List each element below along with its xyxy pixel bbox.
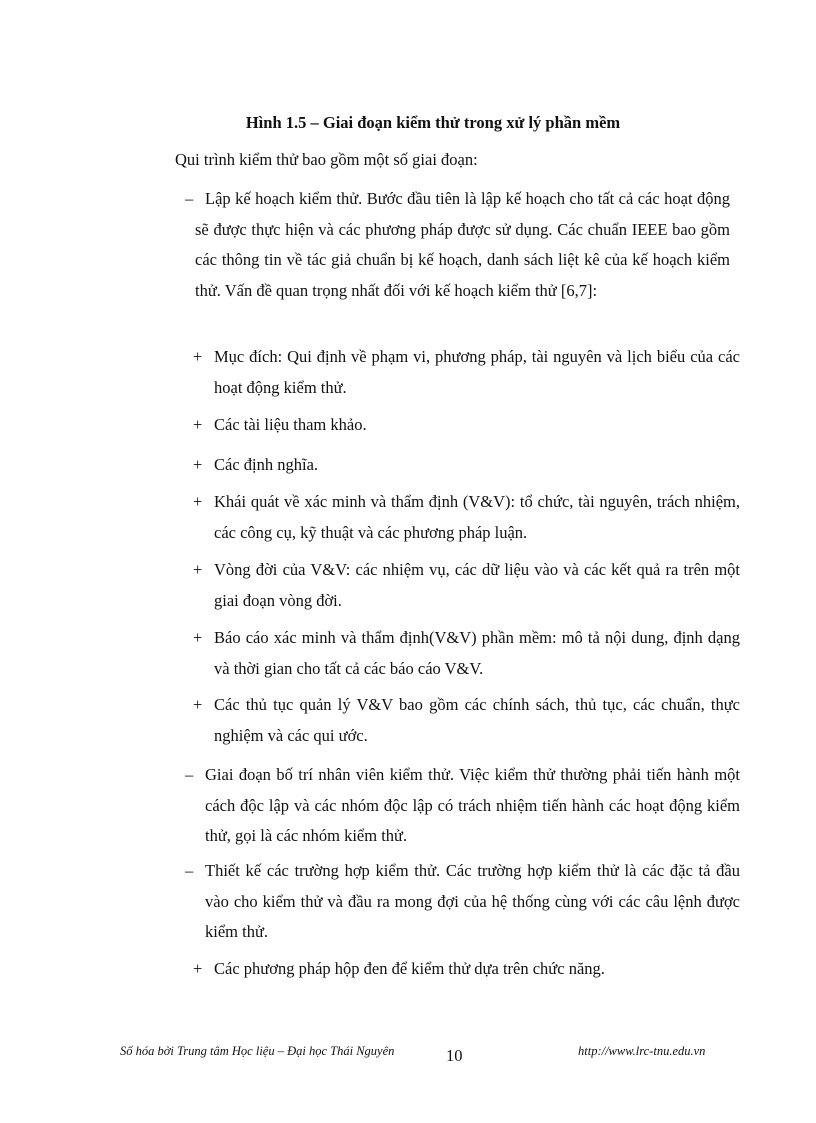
plus-bullet: + xyxy=(193,695,203,714)
list-item: Thiết kế các trường hợp kiểm thử. Các trường hợp kiểm thử là các đặc tả đầu vào cho kiểm thử và đầu ra mong đợi của hệ thống cùng với các câu lệnh được kiểm thử. xyxy=(205,861,740,941)
list-item: Báo cáo xác minh và thẩm định(V&V) phần mềm: mô tả nội dung, định dạng và thời gian cho tất cả các báo cáo V&V. xyxy=(214,628,740,678)
list-item: Các thủ tục quản lý V&V bao gồm các chính sách, thủ tục, các chuẩn, thực nghiệm và các qui ước. xyxy=(214,695,740,745)
intro-paragraph: Qui trình kiểm thử bao gồm một số giai đoạn: xyxy=(175,150,478,169)
list-item: Vòng đời của V&V: các nhiệm vụ, các dữ liệu vào và các kết quả ra trên một giai đoạn vòng đời. xyxy=(214,560,740,610)
plus-bullet: + xyxy=(193,415,203,434)
list-item: Khái quát về xác minh và thẩm định (V&V): tổ chức, tài nguyên, trách nhiệm, các công cụ, kỹ thuật và các phương pháp luận. xyxy=(214,492,740,542)
dash-bullet: – xyxy=(185,861,194,880)
plus-bullet: + xyxy=(193,959,203,978)
plus-bullet: + xyxy=(193,455,203,474)
page-number: 10 xyxy=(446,1046,463,1065)
plus-bullet: + xyxy=(193,560,203,579)
list-item: Các tài liệu tham khảo. xyxy=(214,415,367,434)
plus-bullet: + xyxy=(193,347,203,366)
list-item: Lập kế hoạch kiểm thử. Bước đầu tiên là lập kế hoạch cho tất cả các hoạt động sẽ được thực hiện và các phương pháp được sử dụng. Các chuẩn IEEE bao gồm các thông tin về tác giả chuẩn bị kế hoạch, danh sách liệt kê của kế hoạch kiểm thử. Vấn đề quan trọng nhất đối với kế hoạch kiểm thử [6,7]: xyxy=(195,189,730,300)
dash-bullet: – xyxy=(185,189,194,208)
footer-source: Số hóa bởi Trung tâm Học liệu – Đại học Thái Nguyên xyxy=(120,1044,395,1058)
list-item: Các phương pháp hộp đen để kiểm thử dựa trên chức năng. xyxy=(214,959,605,978)
list-item: Mục đích: Qui định về phạm vi, phương pháp, tài nguyên và lịch biểu của các hoạt động kiểm thử. xyxy=(214,347,740,397)
list-item: Giai đoạn bố trí nhân viên kiểm thử. Việc kiểm thử thường phải tiến hành một cách độc lập và các nhóm độc lập có trách nhiệm tiến hành các hoạt động kiểm thử, gọi là các nhóm kiểm thử. xyxy=(205,765,740,845)
figure-caption: Hình 1.5 – Giai đoạn kiểm thử trong xử lý phần mềm xyxy=(245,113,621,132)
dash-bullet: – xyxy=(185,765,194,784)
list-item: Các định nghĩa. xyxy=(214,455,319,474)
plus-bullet: + xyxy=(193,492,203,511)
footer-url: http://www.lrc-tnu.edu.vn xyxy=(578,1044,706,1058)
plus-bullet: + xyxy=(193,628,203,647)
